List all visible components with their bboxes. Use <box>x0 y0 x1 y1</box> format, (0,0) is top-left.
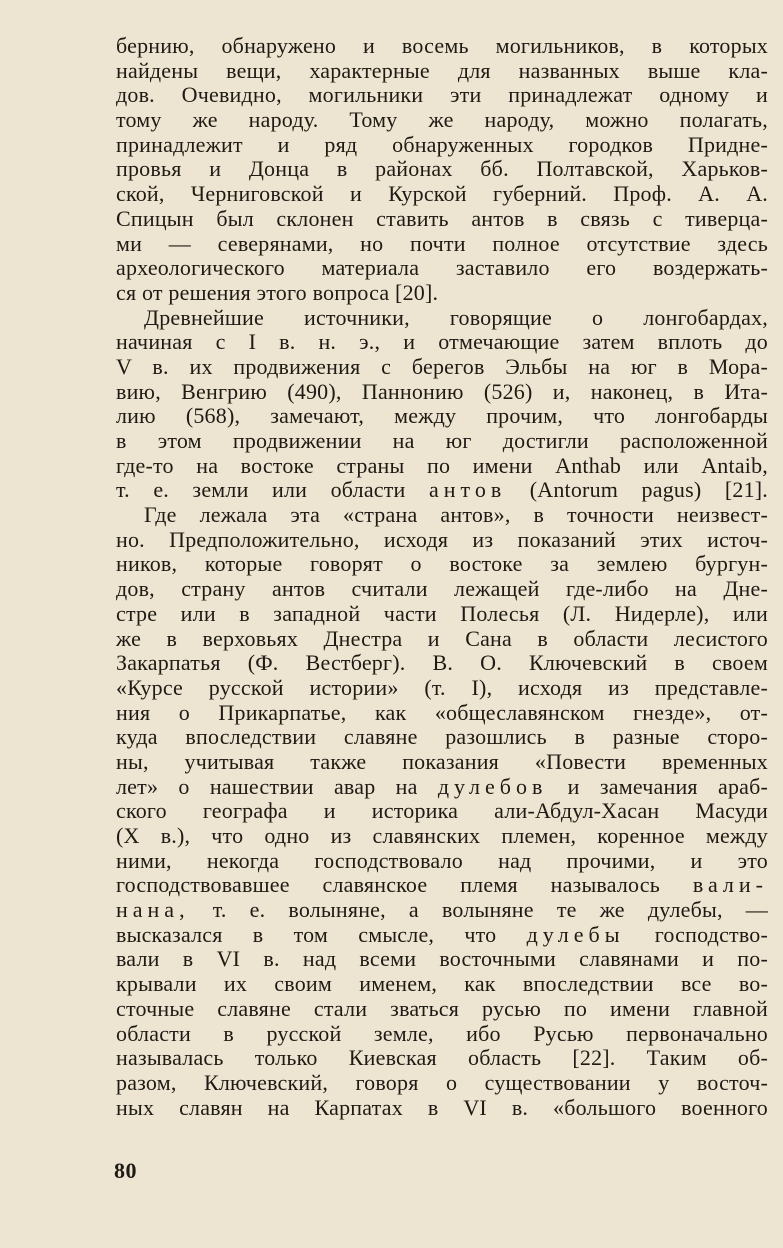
text-line: ния о Прикарпатье, как «общеславянском гнезде», от- <box>116 699 768 725</box>
line-segment: т. е. земли или области <box>116 477 406 503</box>
text-line: ми — северянами, но почти полное отсутствие здесь <box>116 230 768 256</box>
line-segment: господствовавшее славянское племя называлось <box>116 872 661 898</box>
text-line: сточные славяне стали зваться русью по имени главной <box>116 995 768 1021</box>
text-line <box>116 775 768 800</box>
text-line: найдены вещи, характерные для названных выше кла- <box>116 57 768 83</box>
text-line: вали в VI в. над всеми восточными славянами и по- <box>116 946 768 972</box>
line-segment: (Antorum pagus) [21]. <box>529 477 769 503</box>
line-segment: лет» о нашествии авар на <box>116 773 418 799</box>
spaced-word: антов <box>429 477 507 503</box>
text-line <box>116 478 768 503</box>
text-line: дов, страну антов считали лежащей где-либо на Дне- <box>116 576 768 602</box>
text-line: разом, Ключевский, говоря о существовании у восточ- <box>116 1069 768 1095</box>
line-segment: высказался в том смысле, что <box>116 921 497 947</box>
line-segment: и замечания араб- <box>567 773 769 799</box>
spaced-word: дулебы <box>526 921 625 947</box>
text-line: археологического материала заставило его воздержать- <box>116 255 768 281</box>
text-line: ны, учитывая также показания «Повести временных <box>116 748 768 774</box>
spaced-word: нана, <box>116 897 190 923</box>
text-line: же в верховьях Днестра и Сана в области лесистого <box>116 625 768 651</box>
text-line: V в. их продвижения с берегов Эльбы на юг в Мора- <box>116 353 768 379</box>
text-line: бернию, обнаружено и восемь могильников, в которых <box>116 33 768 58</box>
text-line: «Курсе русской истории» (т. I), исходя из представле- <box>116 674 768 700</box>
text-line: Где лежала эта «страна антов», в точности неизвест- <box>144 502 768 528</box>
text-line <box>116 923 768 948</box>
text-line: куда впоследствии славяне разошлись в разные сторо- <box>116 724 768 750</box>
text-line: ся от решения этого вопроса [20]. <box>116 279 439 305</box>
text-line: лию (568), замечают, между прочим, что лонгобарды <box>116 403 768 429</box>
text-line: тому же народу. Тому же народу, можно полагать, <box>116 107 768 133</box>
text-line: но. Предположительно, исходя из показаний этих источ- <box>116 526 768 552</box>
spaced-word: дулебов <box>437 773 548 799</box>
text-line: крывали их своим именем, как впоследствии все во- <box>116 971 768 997</box>
text-line <box>116 898 768 923</box>
text-line: в этом продвижении на юг достигли расположенной <box>116 428 768 453</box>
text-line: ского географа и историка али-Абдул-Хасан Масуди <box>116 798 768 824</box>
text-line: Древнейшие источники, говорящие о лонгобардах, <box>144 304 768 330</box>
text-line: ними, некогда господствовало над прочими, и это <box>116 847 768 873</box>
text-line: начиная с I в. н. э., и отмечающие затем вплоть до <box>116 329 768 355</box>
line-segment: господство- <box>654 921 769 947</box>
text-line: Спицын был склонен ставить антов в связь с тиверца- <box>116 205 768 231</box>
text-line: ников, которые говорят о востоке за землею бургун- <box>116 551 768 577</box>
line-segment: т. е. волыняне, а волыняне те же дулебы, — <box>212 897 769 923</box>
text-line: ской, Черниговской и Курской губерний. Проф. А. А. <box>116 181 768 207</box>
text-line: называлась только Киевская область [22]. Таким об- <box>116 1045 768 1071</box>
spaced-word: вали- <box>692 872 769 898</box>
text-line: стре или в западной части Полесья (Л. Нидерле), или <box>116 600 768 626</box>
text-line: вию, Венгрию (490), Паннонию (526) и, наконец, в Ита- <box>116 378 768 404</box>
text-line: ных славян на Карпатах в VI в. «большого военного <box>116 1094 768 1120</box>
page-body-text <box>116 34 768 1120</box>
text-line: Закарпатья (Ф. Вестберг). В. О. Ключевский в своем <box>116 650 768 676</box>
page-number: 80 <box>114 1158 137 1183</box>
text-line: принадлежит и ряд обнаруженных городков Придне- <box>116 131 768 157</box>
text-line: (X в.), что одно из славянских племен, коренное между <box>116 823 768 848</box>
text-line: где-то на востоке страны по имени Anthab или Antaib, <box>116 452 768 478</box>
text-line: области в русской земле, ибо Русью первоначально <box>116 1020 768 1046</box>
text-line <box>116 873 768 898</box>
text-line: дов. Очевидно, могильники эти принадлежат одному и <box>116 82 768 108</box>
text-line: провья и Донца в районах бб. Полтавской, Харьков- <box>116 156 768 182</box>
